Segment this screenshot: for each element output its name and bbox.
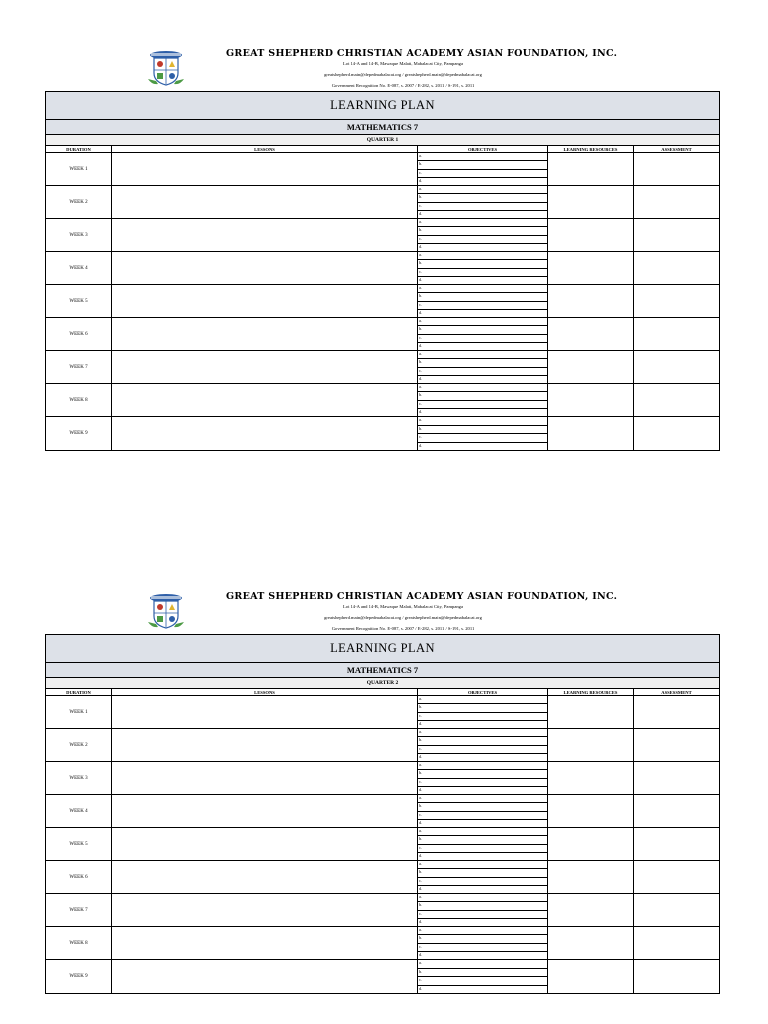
learning-resources-cell[interactable] <box>548 762 634 794</box>
header-duration: DURATION <box>46 689 112 695</box>
objective-line[interactable]: d. <box>419 210 423 216</box>
learning-resources-cell[interactable] <box>548 186 634 218</box>
objective-line[interactable]: b. <box>418 161 547 169</box>
objective-line[interactable]: a. <box>418 696 547 704</box>
table-row <box>46 861 719 894</box>
objective-line[interactable]: c. <box>418 302 547 310</box>
objective-line[interactable]: a. <box>418 894 547 902</box>
objective-line[interactable]: b. <box>418 392 547 400</box>
objectives-cell <box>418 219 548 251</box>
objective-line[interactable]: b. <box>418 359 547 367</box>
objective-line[interactable]: d. <box>419 951 423 957</box>
assessment-cell[interactable] <box>634 186 719 218</box>
learning-resources-cell[interactable] <box>548 861 634 893</box>
header-lessons: LESSONS <box>112 146 418 152</box>
table-row <box>46 153 719 186</box>
column-headers <box>46 146 719 153</box>
objective-line[interactable]: d. <box>419 786 423 792</box>
objectives-cell <box>418 828 548 860</box>
objective-line[interactable]: a. <box>418 795 547 803</box>
objective-line[interactable]: c. <box>418 434 547 443</box>
objective-line[interactable]: b. <box>418 194 547 202</box>
objective-line[interactable]: d. <box>419 408 423 414</box>
plan-table <box>45 91 720 451</box>
objectives-cell <box>418 285 548 317</box>
week-label: WEEK 2 <box>46 186 112 218</box>
header-objectives: OBJECTIVES <box>418 146 548 152</box>
objective-line[interactable]: c. <box>418 911 547 919</box>
objectives-cell <box>418 861 548 893</box>
assessment-cell[interactable] <box>634 729 719 761</box>
lessons-cell[interactable] <box>112 252 418 284</box>
week-label: WEEK 5 <box>46 828 112 860</box>
week-label: WEEK 4 <box>46 795 112 827</box>
lessons-cell[interactable] <box>112 153 418 185</box>
assessment-cell[interactable] <box>634 252 719 284</box>
lessons-cell[interactable] <box>112 696 418 728</box>
objective-line[interactable]: a. <box>418 318 547 326</box>
objective-line[interactable]: d. <box>419 985 423 991</box>
week-label: WEEK 4 <box>46 252 112 284</box>
week-label: WEEK 7 <box>46 351 112 383</box>
objective-line[interactable]: c. <box>418 335 547 343</box>
objective-line[interactable]: b. <box>418 293 547 301</box>
assessment-cell[interactable] <box>634 351 719 383</box>
objective-line[interactable]: c. <box>418 170 547 178</box>
lessons-cell[interactable] <box>112 795 418 827</box>
objective-line[interactable]: a. <box>418 186 547 194</box>
objectives-cell <box>418 351 548 383</box>
objective-line[interactable]: d. <box>419 753 423 759</box>
objective-line[interactable]: b. <box>418 836 547 844</box>
table-row <box>46 285 719 318</box>
lessons-cell[interactable] <box>112 762 418 794</box>
week-label: WEEK 6 <box>46 861 112 893</box>
learning-resources-cell[interactable] <box>548 696 634 728</box>
objective-line[interactable]: a. <box>418 927 547 935</box>
quarter-title: QUARTER 2 <box>46 678 719 689</box>
assessment-cell[interactable] <box>634 960 719 993</box>
objective-line[interactable]: d. <box>419 342 423 348</box>
lessons-cell[interactable] <box>112 861 418 893</box>
lessons-cell[interactable] <box>112 186 418 218</box>
school-crest-logo <box>146 49 186 87</box>
objectives-cell <box>418 318 548 350</box>
table-row <box>46 417 719 450</box>
objective-line[interactable]: c. <box>418 944 547 952</box>
objectives-cell <box>418 795 548 827</box>
table-row <box>46 762 719 795</box>
table-row <box>46 696 719 729</box>
objectives-cell <box>418 696 548 728</box>
government-recognition: Government Recognition No. E-087, s. 2007 / E-282, s. 2011 / S-191, s. 2011 <box>331 626 475 631</box>
objective-line[interactable]: a. <box>418 762 547 770</box>
table-row <box>46 960 719 993</box>
objective-line[interactable]: b. <box>418 260 547 268</box>
table-row <box>46 252 719 285</box>
week-rows <box>46 153 719 450</box>
objective-line[interactable]: d. <box>419 918 423 924</box>
objective-line[interactable]: c. <box>418 977 547 986</box>
week-label: WEEK 1 <box>46 696 112 728</box>
school-emails: greatshepherd.main@depedmabalacat.org / greatshepherd.main@depedmabalacat.org <box>324 615 482 620</box>
week-label: WEEK 6 <box>46 318 112 350</box>
letterhead <box>0 543 768 635</box>
objective-line[interactable]: a. <box>418 285 547 293</box>
lessons-cell[interactable] <box>112 927 418 959</box>
objective-line[interactable]: d. <box>419 375 423 381</box>
plan-table <box>45 634 720 994</box>
objective-line[interactable]: a. <box>418 861 547 869</box>
assessment-cell[interactable] <box>634 417 719 450</box>
header-assessment: ASSESSMENT <box>661 146 692 152</box>
objectives-cell <box>418 417 548 450</box>
letterhead <box>0 0 768 92</box>
school-address: Lot 14-A and 14-B, Mawaque Malati, Mabalacat City, Pampanga <box>342 61 463 66</box>
week-label: WEEK 2 <box>46 729 112 761</box>
plan-title: LEARNING PLAN <box>46 635 719 663</box>
objective-line[interactable]: d. <box>419 276 423 282</box>
week-label: WEEK 5 <box>46 285 112 317</box>
week-label: WEEK 8 <box>46 384 112 416</box>
learning-resources-cell[interactable] <box>548 894 634 926</box>
week-rows <box>46 696 719 993</box>
objectives-cell <box>418 384 548 416</box>
lessons-cell[interactable] <box>112 417 418 450</box>
learning-resources-cell[interactable] <box>548 351 634 383</box>
objective-line[interactable]: b. <box>418 803 547 811</box>
assessment-cell[interactable] <box>634 285 719 317</box>
table-row <box>46 219 719 252</box>
lessons-cell[interactable] <box>112 351 418 383</box>
table-row <box>46 729 719 762</box>
objective-line[interactable]: b. <box>418 704 547 712</box>
assessment-cell[interactable] <box>634 828 719 860</box>
objective-line[interactable]: c. <box>418 845 547 853</box>
objective-line[interactable]: d. <box>419 720 423 726</box>
learning-resources-cell[interactable] <box>548 927 634 959</box>
objective-line[interactable]: d. <box>419 243 423 249</box>
week-label: WEEK 9 <box>46 417 112 450</box>
learning-resources-cell[interactable] <box>548 153 634 185</box>
header-objectives: OBJECTIVES <box>418 689 548 695</box>
table-row <box>46 828 719 861</box>
week-label: WEEK 3 <box>46 219 112 251</box>
objective-line[interactable]: a. <box>418 351 547 359</box>
assessment-cell[interactable] <box>634 219 719 251</box>
table-row <box>46 351 719 384</box>
lessons-cell[interactable] <box>112 219 418 251</box>
lessons-cell[interactable] <box>112 318 418 350</box>
lessons-cell[interactable] <box>112 384 418 416</box>
week-label: WEEK 9 <box>46 960 112 993</box>
lessons-cell[interactable] <box>112 285 418 317</box>
objectives-cell <box>418 153 548 185</box>
header-assessment: ASSESSMENT <box>661 689 692 695</box>
objective-line[interactable]: d. <box>419 885 423 891</box>
learning-resources-cell[interactable] <box>548 219 634 251</box>
assessment-cell[interactable] <box>634 153 719 185</box>
table-row <box>46 795 719 828</box>
header-learning-resources: LEARNING RESOURCES <box>548 146 634 152</box>
week-label: WEEK 8 <box>46 927 112 959</box>
table-row <box>46 927 719 960</box>
column-headers <box>46 689 719 696</box>
objective-line[interactable]: d. <box>419 852 423 858</box>
objective-line[interactable]: b. <box>418 935 547 943</box>
learning-resources-cell[interactable] <box>548 384 634 416</box>
assessment-cell[interactable] <box>634 762 719 794</box>
objectives-cell <box>418 729 548 761</box>
objective-line[interactable]: a. <box>418 417 547 426</box>
objective-line[interactable]: b. <box>418 227 547 235</box>
objectives-cell <box>418 252 548 284</box>
objective-line[interactable]: c. <box>418 269 547 277</box>
government-recognition: Government Recognition No. E-087, s. 2007 / E-282, s. 2011 / S-191, s. 2011 <box>331 83 475 88</box>
assessment-cell[interactable] <box>634 318 719 350</box>
table-row <box>46 186 719 219</box>
objective-line[interactable]: a. <box>418 252 547 260</box>
objectives-cell <box>418 927 548 959</box>
learning-resources-cell[interactable] <box>548 828 634 860</box>
header-duration: DURATION <box>46 146 112 152</box>
objective-line[interactable]: b. <box>418 869 547 877</box>
lessons-cell[interactable] <box>112 729 418 761</box>
objective-line[interactable]: c. <box>418 236 547 244</box>
objectives-cell <box>418 894 548 926</box>
header-learning-resources: LEARNING RESOURCES <box>548 689 634 695</box>
plan-title: LEARNING PLAN <box>46 92 719 120</box>
school-name: GREAT SHEPHERD CHRISTIAN ACADEMY ASIAN FOUNDATION, INC. <box>226 48 618 59</box>
learning-resources-cell[interactable] <box>548 417 634 450</box>
learning-resources-cell[interactable] <box>548 960 634 993</box>
objective-line[interactable]: a. <box>418 153 547 161</box>
week-label: WEEK 3 <box>46 762 112 794</box>
objective-line[interactable]: a. <box>418 384 547 392</box>
assessment-cell[interactable] <box>634 696 719 728</box>
objective-line[interactable]: b. <box>418 902 547 910</box>
objective-line[interactable]: c. <box>418 713 547 721</box>
objective-line[interactable]: d. <box>419 442 423 448</box>
learning-resources-cell[interactable] <box>548 318 634 350</box>
objective-line[interactable]: b. <box>418 969 547 978</box>
objective-line[interactable]: c. <box>418 401 547 409</box>
objective-line[interactable]: d. <box>419 819 423 825</box>
lessons-cell[interactable] <box>112 828 418 860</box>
objective-line[interactable]: a. <box>418 960 547 969</box>
objective-line[interactable]: b. <box>418 737 547 745</box>
school-address: Lot 14-A and 14-B, Mawaque Malati, Mabalacat City, Pampanga <box>342 604 463 609</box>
objective-line[interactable]: c. <box>418 812 547 820</box>
subject-title: MATHEMATICS 7 <box>46 120 719 135</box>
objective-line[interactable]: c. <box>418 746 547 754</box>
week-label: WEEK 1 <box>46 153 112 185</box>
objective-line[interactable]: d. <box>419 177 423 183</box>
objectives-cell <box>418 960 548 993</box>
assessment-cell[interactable] <box>634 894 719 926</box>
subject-title: MATHEMATICS 7 <box>46 663 719 678</box>
learning-resources-cell[interactable] <box>548 795 634 827</box>
school-emails: greatshepherd.main@depedmabalacat.org / greatshepherd.main@depedmabalacat.org <box>324 72 482 77</box>
objective-line[interactable]: d. <box>419 309 423 315</box>
objective-line[interactable]: a. <box>418 219 547 227</box>
learning-plan-sheet-1 <box>0 0 768 460</box>
objective-line[interactable]: c. <box>418 368 547 376</box>
objective-line[interactable]: b. <box>418 770 547 778</box>
quarter-title: QUARTER 1 <box>46 135 719 146</box>
objective-line[interactable]: b. <box>418 426 547 435</box>
table-row <box>46 894 719 927</box>
objective-line[interactable]: a. <box>418 828 547 836</box>
learning-plan-sheet-2 <box>0 543 768 1003</box>
learning-resources-cell[interactable] <box>548 252 634 284</box>
school-name: GREAT SHEPHERD CHRISTIAN ACADEMY ASIAN FOUNDATION, INC. <box>226 591 618 602</box>
objectives-cell <box>418 762 548 794</box>
lessons-cell[interactable] <box>112 894 418 926</box>
objective-line[interactable]: c. <box>418 878 547 886</box>
table-row <box>46 318 719 351</box>
learning-resources-cell[interactable] <box>548 729 634 761</box>
learning-resources-cell[interactable] <box>548 285 634 317</box>
school-crest-logo <box>146 592 186 630</box>
header-lessons: LESSONS <box>112 689 418 695</box>
assessment-cell[interactable] <box>634 861 719 893</box>
assessment-cell[interactable] <box>634 795 719 827</box>
objectives-cell <box>418 186 548 218</box>
objective-line[interactable]: c. <box>418 203 547 211</box>
assessment-cell[interactable] <box>634 927 719 959</box>
week-label: WEEK 7 <box>46 894 112 926</box>
objective-line[interactable]: a. <box>418 729 547 737</box>
lessons-cell[interactable] <box>112 960 418 993</box>
assessment-cell[interactable] <box>634 384 719 416</box>
objective-line[interactable]: b. <box>418 326 547 334</box>
table-row <box>46 384 719 417</box>
objective-line[interactable]: c. <box>418 779 547 787</box>
